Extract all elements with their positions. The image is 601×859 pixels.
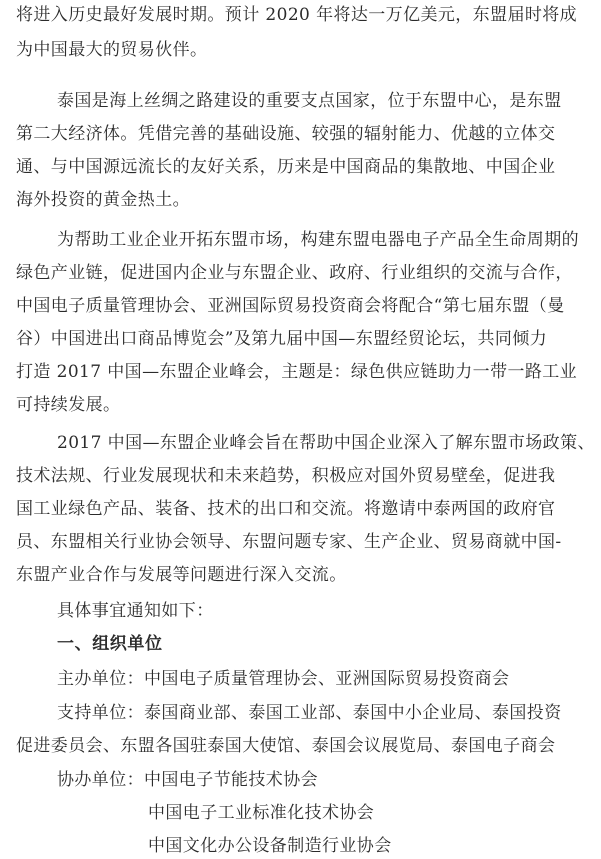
paragraph-4-line-4: 员、东盟相关行业协会领导、东盟问题专家、生产企业、贸易商就中国- (16, 532, 562, 552)
paragraph-3-line-2: 绿色产业链，促进国内企业与东盟企业、政府、行业组织的交流与合作， (16, 263, 573, 283)
co-organizer-row (57, 768, 318, 792)
paragraph-4-line-3: 国工业绿色产品、装备、技术的出口和交流。将邀请中泰两国的政府官 (16, 499, 556, 519)
paragraph-4-line-2: 技术法规、行业发展现状和未来趋势，积极应对国外贸易壁垒，促进我 (16, 466, 556, 486)
host-label: 主办单位： (57, 669, 144, 689)
paragraph-4-line-1: 2017 中国—东盟企业峰会旨在帮助中国企业深入了解东盟市场政策、 (57, 433, 595, 453)
support-row (57, 701, 562, 725)
paragraph-5-line-1: 具体事宜通知如下： (57, 601, 214, 621)
co-organizer-label: 协办单位： (57, 770, 144, 790)
paragraph-2-line-2: 第二大经济体。凭借完善的基础设施、较强的辐射能力、优越的立体交 (16, 124, 556, 144)
host-value: 中国电子质量管理协会、亚洲国际贸易投资商会 (144, 669, 510, 689)
paragraph-3-line-5: 打造 2017 中国—东盟企业峰会，主题是：绿色供应链助力一带一路工业 (16, 362, 578, 382)
support-value-line-1: 泰国商业部、泰国工业部、泰国中小企业局、泰国投资 (144, 703, 562, 723)
paragraph-3-line-4: 谷）中国进出口商品博览会”及第九届中国—东盟经贸论坛，共同倾力 (16, 329, 548, 349)
co-organizer-value-3: 中国文化办公设备制造行业协会 (148, 836, 392, 856)
paragraph-2-line-4: 海外投资的黄金热土。 (16, 190, 190, 210)
paragraph-1-line-1: 将进入历史最好发展时期。预计 2020 年将达一万亿美元，东盟届时将成 (16, 5, 578, 25)
paragraph-3-line-1: 为帮助工业企业开拓东盟市场，构建东盟电器电子产品全生命周期的 (57, 230, 579, 250)
paragraph-2-line-1: 泰国是海上丝绸之路建设的重要支点国家，位于东盟中心，是东盟 (57, 91, 562, 111)
paragraph-3-line-6: 可持续发展。 (16, 395, 121, 415)
paragraph-3-line-3: 中国电子质量管理协会、亚洲国际贸易投资商会将配合“第七届东盟（曼 (16, 296, 565, 316)
paragraph-1-line-2: 为中国最大的贸易伙伴。 (16, 40, 208, 60)
co-organizer-value-2: 中国电子工业标准化技术协会 (148, 803, 375, 823)
support-label: 支持单位： (57, 703, 144, 723)
section-1-heading: 一、组织单位 (57, 634, 163, 654)
support-value-line-2: 促进委员会、东盟各国驻泰国大使馆、泰国会议展览局、泰国电子商会 (16, 736, 556, 756)
paragraph-4-line-5: 东盟产业合作与发展等问题进行深入交流。 (16, 565, 347, 585)
host-row (57, 667, 509, 691)
co-organizer-value-1: 中国电子节能技术协会 (144, 770, 318, 790)
paragraph-2-line-3: 通、与中国源远流长的友好关系，历来是中国商品的集散地、中国企业 (16, 157, 556, 177)
